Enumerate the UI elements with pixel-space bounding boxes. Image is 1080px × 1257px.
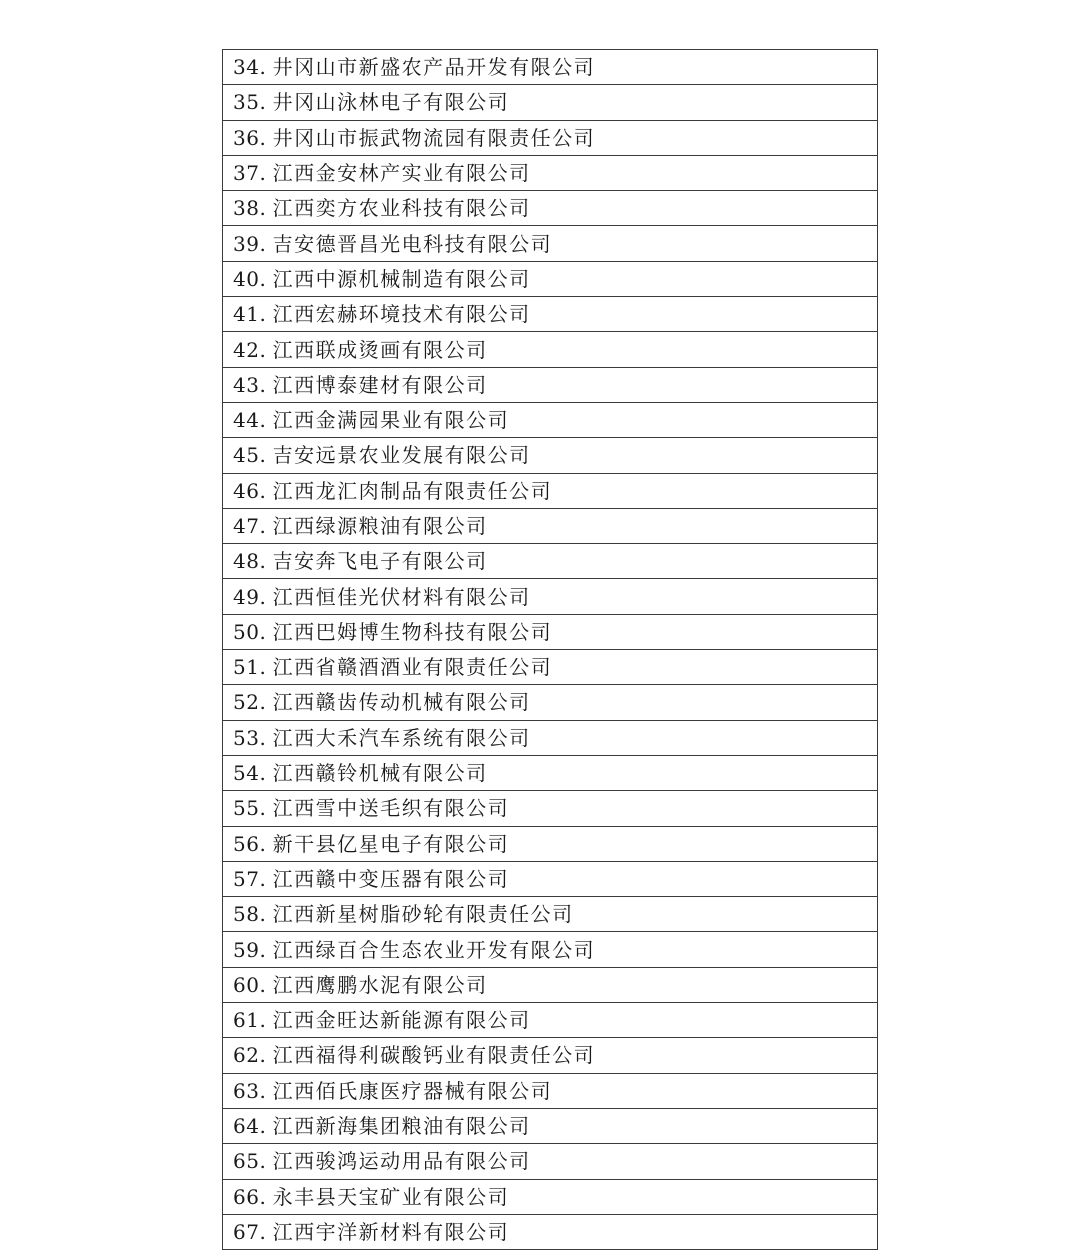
row-number: 34. <box>233 55 267 80</box>
company-cell <box>223 544 878 579</box>
row-number: 65. <box>233 1149 267 1174</box>
company-cell <box>223 191 878 226</box>
table-row <box>223 120 878 155</box>
row-number: 56. <box>233 831 267 856</box>
row-number: 57. <box>233 866 267 891</box>
company-name: 江西恒佳光伏材料有限公司 <box>272 584 531 609</box>
row-number: 37. <box>233 161 267 186</box>
row-number: 54. <box>233 761 267 786</box>
company-cell <box>223 367 878 402</box>
row-number: 55. <box>233 796 267 821</box>
company-cell <box>223 261 878 296</box>
table-row <box>223 1108 878 1143</box>
company-name: 江西赣铃机械有限公司 <box>272 761 488 786</box>
company-cell <box>223 438 878 473</box>
table-row <box>223 967 878 1002</box>
company-name: 井冈山泳林电子有限公司 <box>272 90 510 115</box>
company-cell <box>223 685 878 720</box>
table-row <box>223 650 878 685</box>
table-row <box>223 155 878 190</box>
row-number: 40. <box>233 266 267 291</box>
row-number: 52. <box>233 690 267 715</box>
company-name: 江西新海集团粮油有限公司 <box>272 1114 531 1139</box>
company-name: 江西金旺达新能源有限公司 <box>272 1008 531 1033</box>
table-row <box>223 367 878 402</box>
company-cell <box>223 1003 878 1038</box>
table-row <box>223 50 878 85</box>
row-number: 43. <box>233 372 267 397</box>
company-cell <box>223 120 878 155</box>
company-cell <box>223 155 878 190</box>
company-cell <box>223 85 878 120</box>
table-row <box>223 191 878 226</box>
company-cell <box>223 1108 878 1143</box>
company-cell <box>223 1179 878 1214</box>
company-name: 江西绿百合生态农业开发有限公司 <box>272 937 596 962</box>
company-name: 江西金安林产实业有限公司 <box>272 161 531 186</box>
company-name: 江西联成烫画有限公司 <box>272 337 488 362</box>
company-name: 江西中源机械制造有限公司 <box>272 266 531 291</box>
company-cell <box>223 826 878 861</box>
row-number: 64. <box>233 1114 267 1139</box>
row-number: 63. <box>233 1078 267 1103</box>
table-row <box>223 579 878 614</box>
company-name: 江西赣齿传动机械有限公司 <box>272 690 531 715</box>
company-name: 江西佰氏康医疗器械有限公司 <box>272 1078 553 1103</box>
row-number: 46. <box>233 478 267 503</box>
row-number: 39. <box>233 231 267 256</box>
row-number: 66. <box>233 1184 267 1209</box>
row-number: 48. <box>233 549 267 574</box>
company-cell <box>223 297 878 332</box>
company-name: 江西雪中送毛织有限公司 <box>272 796 510 821</box>
company-cell <box>223 1214 878 1249</box>
table-row <box>223 473 878 508</box>
row-number: 58. <box>233 902 267 927</box>
table-row <box>223 685 878 720</box>
company-cell <box>223 720 878 755</box>
company-name: 江西金满园果业有限公司 <box>272 408 510 433</box>
row-number: 47. <box>233 514 267 538</box>
company-cell <box>223 50 878 85</box>
company-name: 江西龙汇肉制品有限责任公司 <box>272 478 553 503</box>
company-cell <box>223 473 878 508</box>
company-cell <box>223 897 878 932</box>
company-cell <box>223 402 878 437</box>
company-name: 江西大禾汽车系统有限公司 <box>272 725 531 750</box>
company-name: 江西福得利碳酸钙业有限责任公司 <box>272 1043 596 1068</box>
company-name: 江西博泰建材有限公司 <box>272 372 488 397</box>
table-row <box>223 1214 878 1249</box>
company-name: 吉安德晋昌光电科技有限公司 <box>272 231 553 256</box>
row-number: 35. <box>233 90 267 115</box>
company-name: 江西奕方农业科技有限公司 <box>272 196 531 221</box>
table-row <box>223 755 878 790</box>
company-cell <box>223 755 878 790</box>
row-number: 45. <box>233 443 267 468</box>
company-name: 吉安奔飞电子有限公司 <box>272 549 488 574</box>
table-row <box>223 544 878 579</box>
company-cell <box>223 579 878 614</box>
company-name: 江西省赣酒酒业有限责任公司 <box>272 655 553 680</box>
row-number: 44. <box>233 408 267 433</box>
company-cell <box>223 791 878 826</box>
table-row <box>223 508 878 543</box>
row-number: 53. <box>233 725 267 750</box>
table-row <box>223 402 878 437</box>
table-row <box>223 1144 878 1179</box>
company-cell <box>223 1038 878 1073</box>
row-number: 50. <box>233 619 267 644</box>
table-row <box>223 438 878 473</box>
row-number: 42. <box>233 337 267 362</box>
table-row <box>223 720 878 755</box>
row-number: 49. <box>233 584 267 609</box>
table-row <box>223 85 878 120</box>
table-row <box>223 226 878 261</box>
row-number: 61. <box>233 1008 267 1033</box>
table-row <box>223 261 878 296</box>
company-name: 井冈山市振武物流园有限责任公司 <box>272 125 596 150</box>
company-cell <box>223 614 878 649</box>
company-list-body <box>223 50 878 1250</box>
company-cell <box>223 932 878 967</box>
company-name: 江西鹰鹏水泥有限公司 <box>272 972 488 997</box>
company-name: 江西绿源粮油有限公司 <box>272 514 488 538</box>
company-cell <box>223 861 878 896</box>
row-number: 51. <box>233 655 267 680</box>
table-row <box>223 826 878 861</box>
row-number: 36. <box>233 125 267 150</box>
row-number: 62. <box>233 1043 267 1068</box>
company-list-table <box>222 49 878 1250</box>
table-row <box>223 297 878 332</box>
row-number: 60. <box>233 972 267 997</box>
company-name: 永丰县天宝矿业有限公司 <box>272 1184 510 1209</box>
company-name: 江西宇洋新材料有限公司 <box>272 1219 510 1244</box>
table-row <box>223 1073 878 1108</box>
company-cell <box>223 1144 878 1179</box>
company-cell <box>223 508 878 543</box>
table-row <box>223 1179 878 1214</box>
row-number: 41. <box>233 302 267 327</box>
table-row <box>223 1038 878 1073</box>
row-number: 67. <box>233 1219 267 1244</box>
company-cell <box>223 650 878 685</box>
row-number: 38. <box>233 196 267 221</box>
table-row <box>223 861 878 896</box>
table-row <box>223 1003 878 1038</box>
company-cell <box>223 226 878 261</box>
company-name: 江西骏鸿运动用品有限公司 <box>272 1149 531 1174</box>
company-name: 江西宏赫环境技术有限公司 <box>272 302 531 327</box>
table-row <box>223 332 878 367</box>
row-number: 59. <box>233 937 267 962</box>
company-name: 江西新星树脂砂轮有限责任公司 <box>272 902 574 927</box>
company-cell <box>223 332 878 367</box>
company-name: 吉安远景农业发展有限公司 <box>272 443 531 468</box>
table-row <box>223 897 878 932</box>
company-cell <box>223 1073 878 1108</box>
company-name: 井冈山市新盛农产品开发有限公司 <box>272 55 596 80</box>
table-row <box>223 932 878 967</box>
company-name: 江西赣中变压器有限公司 <box>272 866 510 891</box>
table-row <box>223 614 878 649</box>
company-name: 新干县亿星电子有限公司 <box>272 831 510 856</box>
company-name: 江西巴姆博生物科技有限公司 <box>272 619 553 644</box>
company-cell <box>223 967 878 1002</box>
table-row <box>223 791 878 826</box>
